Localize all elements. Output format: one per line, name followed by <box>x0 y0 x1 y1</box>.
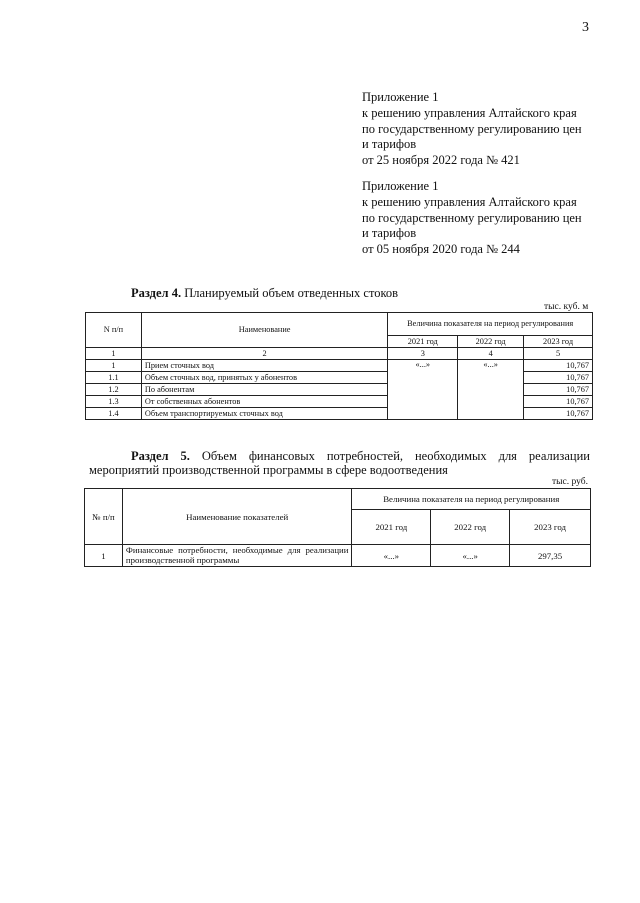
section5-title-bold: Раздел 5. <box>131 449 190 463</box>
table-index-row <box>86 348 593 360</box>
row-value-2023: 10,767 <box>524 384 593 396</box>
row-value-2023: 10,767 <box>524 408 593 420</box>
row-num: 1 <box>86 360 142 372</box>
section4-table <box>85 312 593 420</box>
appendix-line: Приложение 1 <box>362 90 439 104</box>
section5-unit: тыс. руб. <box>552 477 588 487</box>
appendix-line: от 05 ноября 2020 года № 244 <box>362 242 520 257</box>
header-period: Величина показателя на период регулирования <box>388 313 593 336</box>
header-num: N п/п <box>86 313 142 348</box>
section5-title <box>89 449 590 477</box>
row-value-2023: 10,767 <box>524 360 593 372</box>
row-num: 1.4 <box>86 408 142 420</box>
index-cell: 4 <box>458 348 524 360</box>
value-2022-merged: «...» <box>458 360 524 420</box>
section5-table <box>84 488 591 567</box>
appendix-line: к решению управления Алтайского края <box>362 194 577 209</box>
row-num: 1.1 <box>86 372 142 384</box>
index-cell: 2 <box>141 348 387 360</box>
section5-title-rest: Объем финансовых потребностей, необходимых для реализации <box>189 449 590 463</box>
header-year: 2023 год <box>510 510 591 545</box>
row-name: От собственных абонентов <box>141 396 387 408</box>
header-year: 2023 год <box>524 336 593 348</box>
row-value-2023: 297,35 <box>510 545 591 567</box>
table-row <box>86 360 593 372</box>
row-value-2021: «...» <box>352 545 431 567</box>
row-value-2023: 10,767 <box>524 396 593 408</box>
value-2021-merged: «...» <box>388 360 458 420</box>
row-num: 1.3 <box>86 396 142 408</box>
appendix-line: Приложение 1 <box>362 179 439 193</box>
appendix-header-current <box>362 90 582 169</box>
row-name: Прием сточных вод <box>141 360 387 372</box>
appendix-line: и тарифов <box>362 226 417 241</box>
row-name: Объем сточных вод, принятых у абонентов <box>141 372 387 384</box>
row-num: 1 <box>85 545 123 567</box>
row-name: Финансовые потребности, необходимые для реализации производственной программы <box>122 545 352 567</box>
row-num: 1.2 <box>86 384 142 396</box>
index-cell: 5 <box>524 348 593 360</box>
section4-unit: тыс. куб. м <box>544 302 589 312</box>
appendix-line: по государственному регулированию цен <box>362 121 582 136</box>
index-cell: 1 <box>86 348 142 360</box>
section5-title-line1 <box>89 449 590 463</box>
appendix-header-previous <box>362 179 582 258</box>
header-year: 2021 год <box>352 510 431 545</box>
header-period: Величина показателя на период регулирования <box>352 489 591 510</box>
section5-title-line2: мероприятий производственной программы в сфере водоотведения <box>89 463 448 477</box>
header-year: 2022 год <box>458 336 524 348</box>
row-name: По абонентам <box>141 384 387 396</box>
section4-title-bold: Раздел 4. <box>131 286 182 300</box>
header-year: 2022 год <box>431 510 510 545</box>
section4-title-rest: Планируемый объем отведенных стоков <box>181 286 399 300</box>
row-name: Объем транспортируемых сточных вод <box>141 408 387 420</box>
page-number: 3 <box>582 20 589 35</box>
header-year: 2021 год <box>388 336 458 348</box>
table-header-row <box>86 313 593 336</box>
row-value-2022: «...» <box>431 545 510 567</box>
table-header-row <box>85 489 591 510</box>
table-row <box>85 545 591 567</box>
section4-title <box>131 286 398 301</box>
appendix-line: от 25 ноября 2022 года № 421 <box>362 153 520 168</box>
header-name: Наименование показателей <box>122 489 352 545</box>
appendix-line: и тарифов <box>362 137 417 152</box>
index-cell: 3 <box>388 348 458 360</box>
appendix-line: по государственному регулированию цен <box>362 210 582 225</box>
appendix-line: к решению управления Алтайского края <box>362 105 577 120</box>
header-name: Наименование <box>141 313 387 348</box>
header-num: № п/п <box>85 489 123 545</box>
row-value-2023: 10,767 <box>524 372 593 384</box>
